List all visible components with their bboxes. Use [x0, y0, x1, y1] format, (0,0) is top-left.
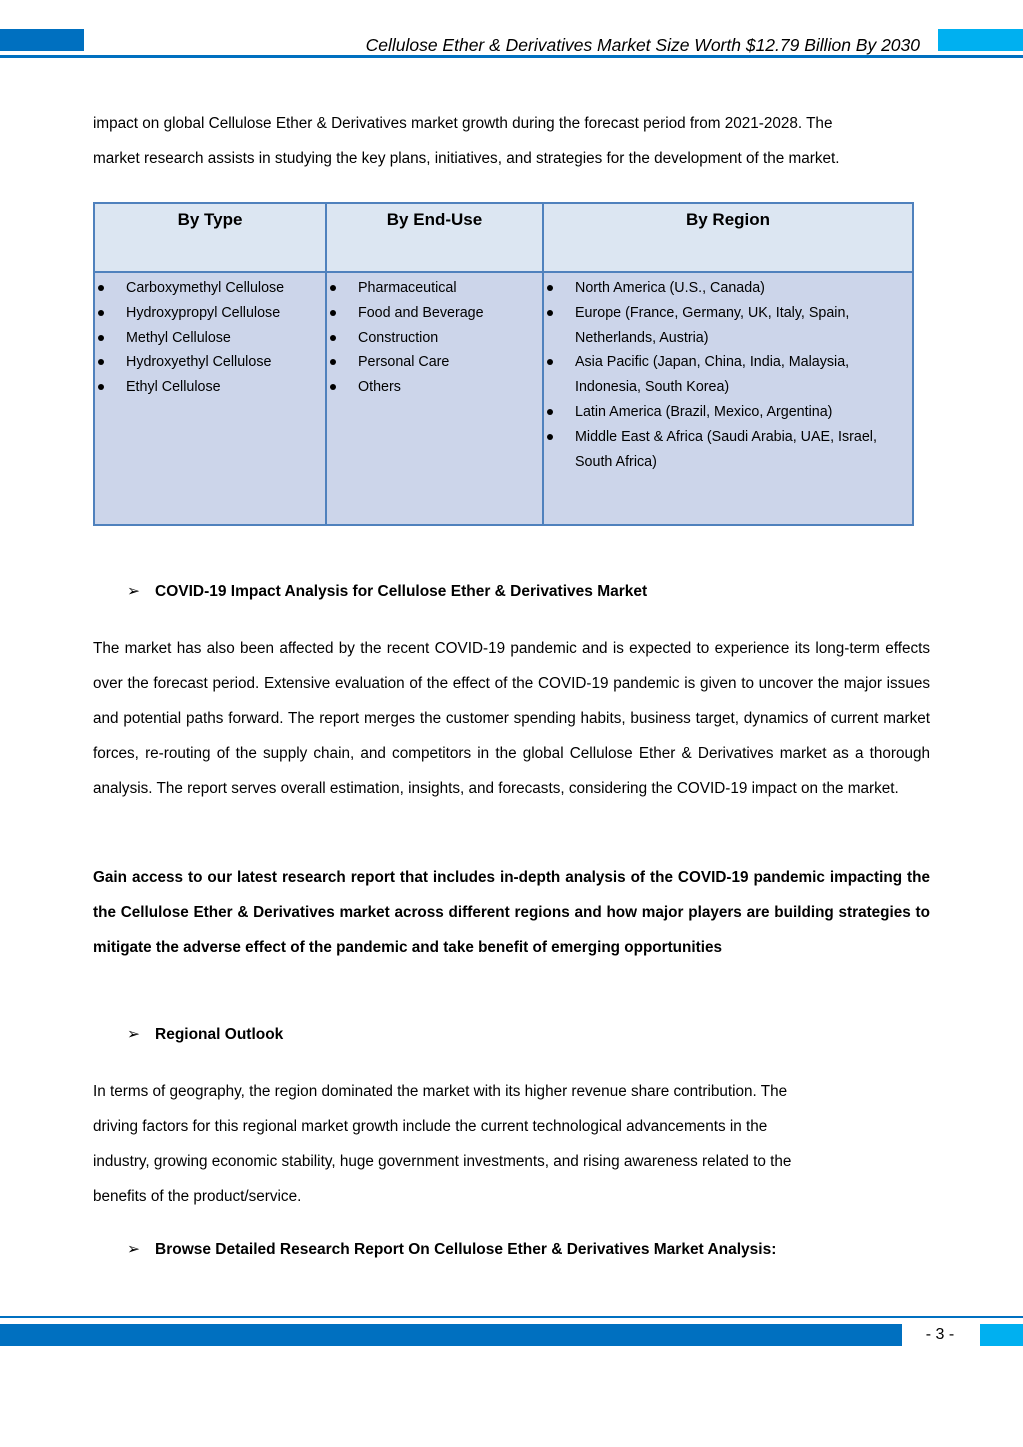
- list-item: Personal Care: [327, 350, 542, 375]
- by-type-cell: [94, 272, 326, 525]
- list-item: Hydroxypropyl Cellulose: [95, 301, 325, 326]
- segmentation-table: [93, 202, 914, 526]
- regional-section-heading: [127, 1025, 283, 1044]
- intro-line-2: market research assists in studying the key plans, initiatives, and strategies for the development of the market.: [93, 150, 840, 167]
- list-item: Asia Pacific (Japan, China, India, Malaysia, Indonesia, South Korea): [544, 350, 912, 400]
- list-item: Methyl Cellulose: [95, 326, 325, 351]
- header-by-end-use: By End-Use: [326, 203, 543, 272]
- by-region-cell: [543, 272, 913, 525]
- covid-section-heading: [127, 582, 647, 601]
- header-by-type: By Type: [94, 203, 326, 272]
- list-item: Construction: [327, 326, 542, 351]
- list-item: Hydroxyethyl Cellulose: [95, 350, 325, 375]
- list-item: Ethyl Cellulose: [95, 375, 325, 400]
- list-item: Pharmaceutical: [327, 276, 542, 301]
- list-item: Middle East & Africa (Saudi Arabia, UAE, Israel, South Africa): [544, 425, 912, 475]
- covid-cta: Gain access to our latest research report that includes in-depth analysis of the COVID-19 pandemic impacting the the Cellulose Ether & Derivatives market across different regions and how major players are building strategies to mitigate the adverse effect of the pandemic and take benefit of emerging opportunities: [93, 869, 930, 956]
- intro-paragraph: [93, 106, 930, 176]
- arrowhead-icon: ➢: [127, 1026, 140, 1043]
- list-item: Carboxymethyl Cellulose: [95, 276, 325, 301]
- header-by-region: By Region: [543, 203, 913, 272]
- page-number: - 3 -: [925, 1326, 955, 1343]
- segmentation-header-row: [94, 203, 913, 272]
- regional-line-1: In terms of geography, the region dominated the market with its higher revenue share contribution. The: [93, 1083, 788, 1100]
- footer-rule: [0, 1316, 1023, 1318]
- by-end-use-cell: [326, 272, 543, 525]
- arrowhead-icon: ➢: [127, 1241, 140, 1258]
- footer-accent-right: [980, 1324, 1023, 1346]
- regional-line-4: benefits of the product/service.: [93, 1188, 302, 1205]
- browse-section-heading: [127, 1240, 776, 1259]
- list-item: Latin America (Brazil, Mexico, Argentina): [544, 400, 912, 425]
- regional-line-3: industry, growing economic stability, huge government investments, and rising awareness related to the: [93, 1153, 792, 1170]
- covid-body: The market has also been affected by the recent COVID-19 pandemic and is expected to experience its long-term effects over the forecast period. Extensive evaluation of the effect of the COVID-19 pandemic is given to uncover the major issues and potential paths forward. The report merges the customer spending habits, business target, dynamics of current market forces, re-routing of the supply chain, and competitors in the global Cellulose Ether & Derivatives market as a thorough analysis. The report serves overall estimation, insights, and forecasts, considering the COVID-19 impact on the market.: [93, 640, 930, 797]
- arrowhead-icon: ➢: [127, 583, 140, 600]
- by-region-list: [544, 273, 912, 474]
- browse-heading-text[interactable]: Browse Detailed Research Report On Cellulose Ether & Derivatives Market Analysis:: [155, 1241, 777, 1258]
- list-item: Others: [327, 375, 542, 400]
- by-end-use-list: [327, 273, 542, 400]
- regional-line-2: driving factors for this regional market growth include the current technological advancements in the: [93, 1118, 768, 1135]
- header-rule: [0, 55, 1023, 58]
- segmentation-body-row: [94, 272, 913, 525]
- covid-heading-text: COVID-19 Impact Analysis for Cellulose Ether & Derivatives Market: [155, 583, 648, 600]
- intro-line-1: impact on global Cellulose Ether & Derivatives market growth during the forecast period from 2021-2028. The: [93, 115, 833, 132]
- by-type-list: [95, 273, 325, 400]
- header-accent-right: [938, 29, 1023, 51]
- regional-heading-text: Regional Outlook: [155, 1026, 284, 1043]
- footer-bar: [0, 1324, 902, 1346]
- regional-body: [93, 1074, 930, 1214]
- list-item: North America (U.S., Canada): [544, 276, 912, 301]
- header-title: Cellulose Ether & Derivatives Market Size Worth $12.79 Billion By 2030: [365, 35, 920, 55]
- header-accent-left: [0, 29, 84, 51]
- list-item: Food and Beverage: [327, 301, 542, 326]
- list-item: Europe (France, Germany, UK, Italy, Spain, Netherlands, Austria): [544, 301, 912, 351]
